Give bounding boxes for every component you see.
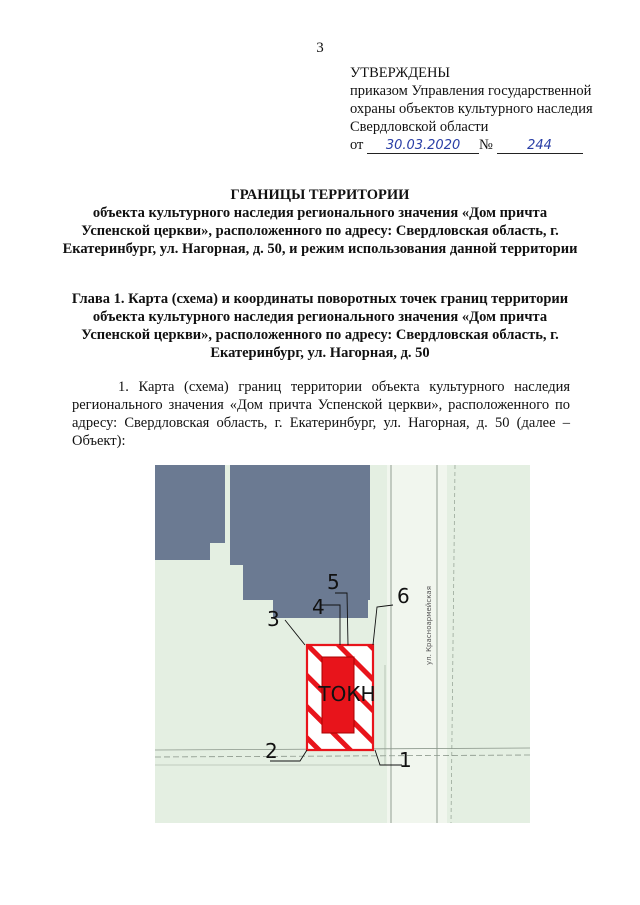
object-label: ТОКН [318, 682, 376, 706]
approval-date: 30.03.2020 [367, 138, 479, 154]
chapter-heading: Глава 1. Карта (схема) и координаты поворотных точек границ территории объекта культурного наследия регионального значения «Дом причта Успенской церкви», расположенного по адресу: Свердловская область, г. Екатеринбург, ул. Нагорная, д. 50 [71, 291, 569, 361]
point-label-4: 4 [312, 595, 325, 619]
number-label: № [479, 137, 493, 153]
point-label-5: 5 [327, 570, 340, 594]
point-label-3: 3 [267, 607, 280, 631]
approval-block [350, 64, 593, 154]
point-label-2: 2 [265, 739, 278, 763]
approval-title: УТВЕРЖДЕНЫ [350, 65, 451, 81]
from-label: от [350, 137, 364, 153]
title-heading: ГРАНИЦЫ ТЕРРИТОРИИ [230, 187, 410, 203]
point-label-1: 1 [399, 748, 412, 772]
street-strip [387, 465, 447, 823]
point-label-6: 6 [397, 584, 410, 608]
title-body: объекта культурного наследия регионального значения «Дом причта Успенской церкви», расположенного по адресу: Свердловская область, г. Екатеринбург, ул. Нагорная, д. 50, и режим использования данной территории [62, 205, 578, 257]
block-main [230, 465, 370, 600]
approval-date-row [350, 136, 593, 154]
document-title [60, 186, 580, 258]
approval-line-1: приказом Управления государственной [350, 83, 592, 99]
paragraph-1: 1. Карта (схема) границ территории объекта культурного наследия регионального значения «Дом причта Успенской церкви», расположенного по адресу: Свердловская область, г. Екатеринбург, ул. Нагорная, д. 50 (далее – Объект): [72, 379, 570, 449]
approval-number: 244 [497, 138, 583, 154]
boundary-map [155, 465, 530, 823]
page-number: 3 [316, 40, 324, 56]
street-label: ул. Красноармейская [425, 586, 433, 665]
approval-line-3: Свердловской области [350, 119, 489, 135]
approval-line-2: охраны объектов культурного наследия [350, 101, 593, 117]
